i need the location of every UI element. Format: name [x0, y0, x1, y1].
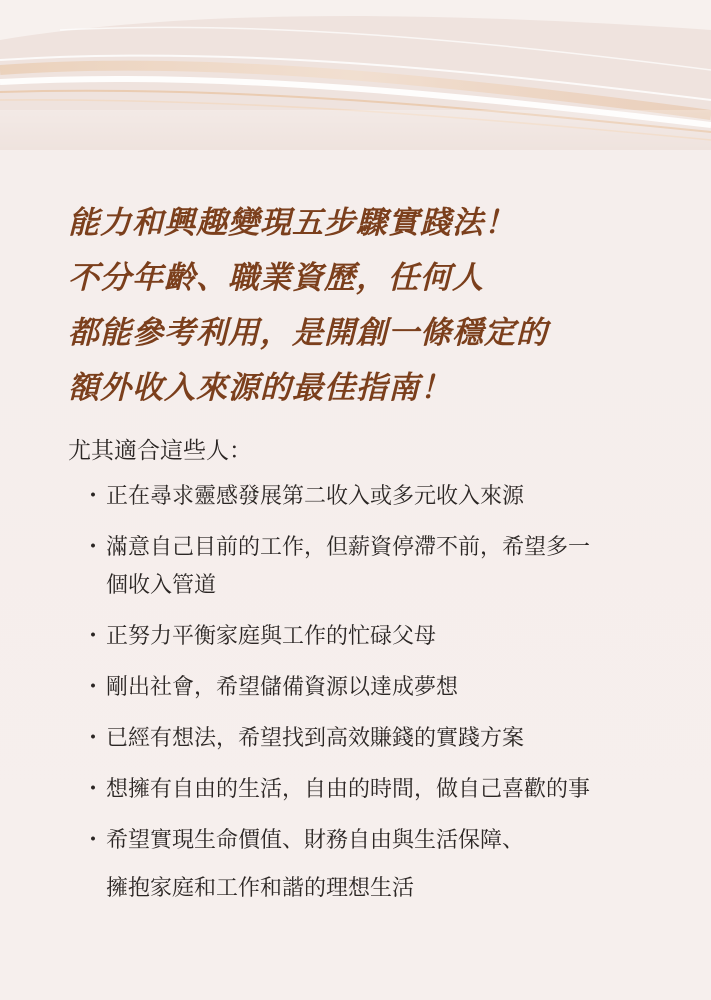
list-item — [80, 720, 705, 758]
list-item-text: 正努力平衡家庭與工作的忙碌父母 — [106, 624, 437, 649]
decorative-gold-swoosh-banner — [0, 0, 711, 150]
list-item-text-continued: 擁抱家庭和工作和諧的理想生活 — [106, 876, 415, 901]
bullet-dot-icon: ・ — [82, 624, 105, 649]
list-item — [80, 771, 705, 809]
list-item-text: 希望實現生命價值、財務自由與生活保障、 — [106, 828, 525, 853]
headline-line: 都能參考利用，是開創一條穩定的 — [68, 315, 548, 351]
list-item — [80, 822, 705, 908]
headline — [68, 196, 688, 416]
list-item — [80, 529, 705, 605]
list-item-text-continued: 個收入管道 — [106, 573, 217, 598]
list-item — [80, 618, 705, 656]
bullet-dot-icon: ・ — [82, 484, 105, 509]
subheading: 尤其適合這些人： — [68, 438, 252, 464]
bullet-dot-icon: ・ — [82, 675, 105, 700]
headline-line: 額外收入來源的最佳指南！ — [68, 370, 452, 406]
bullet-dot-icon: ・ — [82, 726, 105, 751]
list-item-text: 剛出社會，希望儲備資源以達成夢想 — [106, 675, 459, 700]
list-item-text: 已經有想法，希望找到高效賺錢的實踐方案 — [106, 726, 525, 751]
bullet-dot-icon: ・ — [82, 535, 105, 560]
headline-line: 不分年齡、職業資歷，任何人 — [68, 260, 484, 296]
list-item — [80, 478, 705, 516]
bullet-dot-icon: ・ — [82, 777, 105, 802]
headline-line: 能力和興趣變現五步驟實踐法！ — [68, 205, 516, 241]
list-item-text: 想擁有自由的生活，自由的時間，做自己喜歡的事 — [106, 777, 591, 802]
bullet-dot-icon: ・ — [82, 828, 105, 853]
list-item-text: 正在尋求靈感發展第二收入或多元收入來源 — [106, 484, 525, 509]
list-item — [80, 669, 705, 707]
bullet-list — [80, 478, 705, 921]
list-item-text: 滿意自己目前的工作，但薪資停滯不前，希望多一 — [106, 535, 591, 560]
